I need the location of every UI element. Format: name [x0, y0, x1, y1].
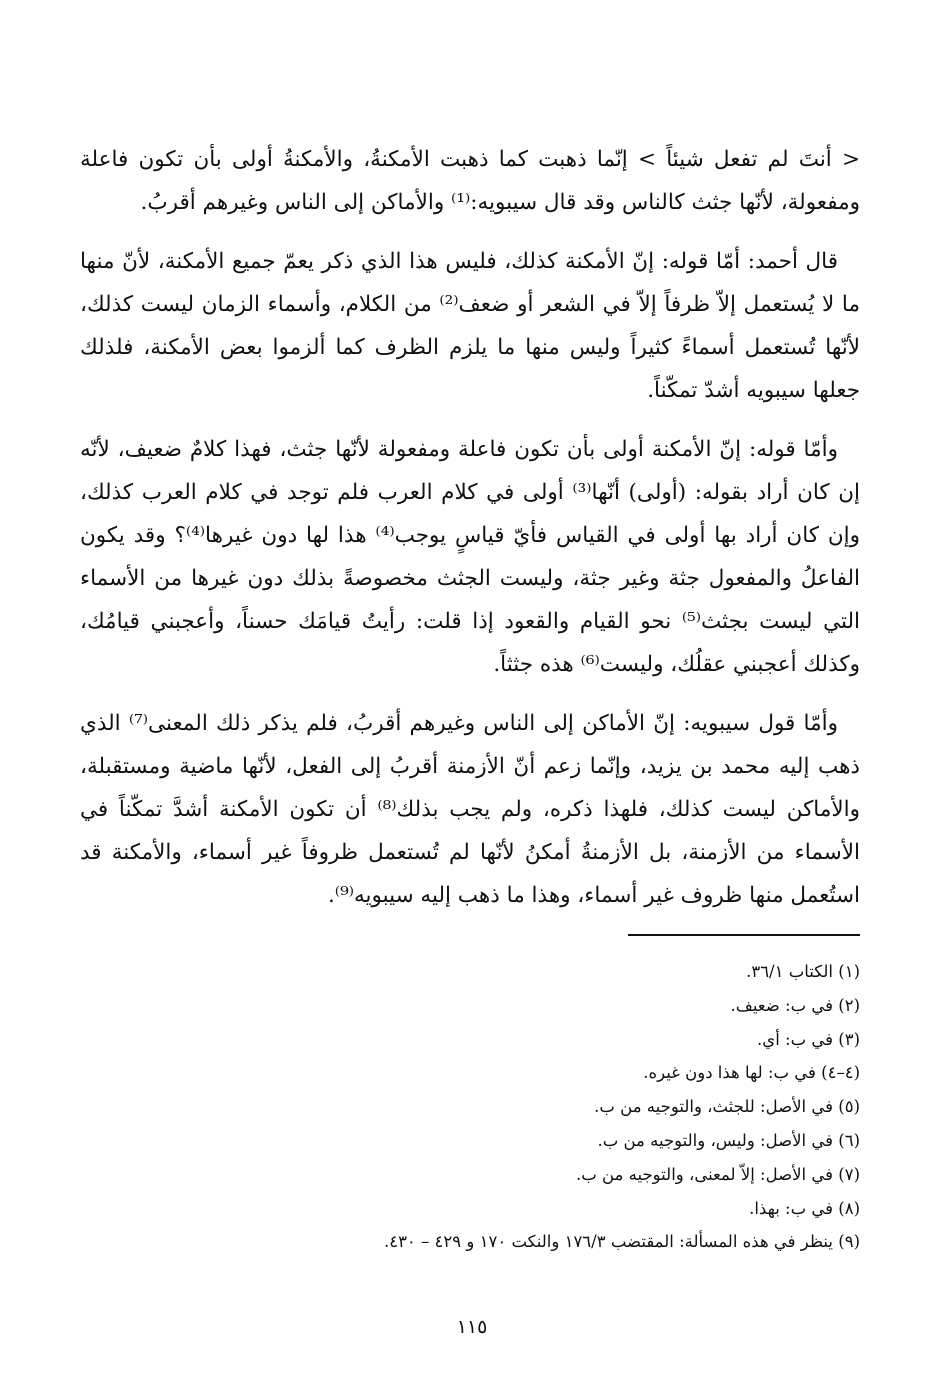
footnote-8: (٨) في ب: بهذا.	[749, 1198, 860, 1218]
main-text	[80, 138, 860, 933]
paragraph-4: وأمّا قول سيبويه: إنّ الأماكن إلى الناس وغيرهم أقربُ، فلم يذكر ذلك المعنى⁽⁷⁾ الذي ذهب إليه محمد بن يزيد، وإنّما زعم أنّ الأزمنة أقربُ إلى الفعل، لأنّها ماضية ومستقبلة، والأماكن ليست كذلك، فلهذا ذكره، ولم يجب بذلك⁽⁸⁾ أن تكون الأمكنة أشدَّ تمكّناً في الأسماء من الأزمنة، بل الأزمنةُ أمكنُ لأنّها لم تُستعمل ظروفاً غير أسماء، والأمكنة قد استُعمل منها ظروف غير أسماء، وهذا ما ذهب إليه سيبويه⁽⁹⁾.	[80, 711, 860, 908]
footnote-9: (٩) ينظر في هذه المسألة: المقتضب ١٧٦/٣ والنكت ١٧٠ و ٤٢٩ – ٤٣٠.	[383, 1232, 860, 1252]
footnote-3: (٣) في ب: أي.	[757, 1029, 860, 1049]
footnote-5: (٥) في الأصل: للجثث، والتوجيه من ب.	[594, 1097, 860, 1117]
footnote-6: (٦) في الأصل: وليس، والتوجيه من ب.	[597, 1130, 860, 1150]
footnote-7: (٧) في الأصل: إلاّ لمعنى، والتوجيه من ب.	[575, 1164, 860, 1184]
footnote-1: (١) الكتاب ٣٦/١.	[746, 962, 860, 981]
footnote-4: (٤–٤) في ب: لها هذا دون غيره.	[643, 1063, 860, 1083]
footnotes-list	[80, 955, 860, 1259]
paragraph-3: وأمّا قوله: إنّ الأمكنة أولى بأن تكون فاعلة ومفعولة لأنّها جثث، فهذا كلامٌ ضعيف، لأنّه إن كان أراد بقوله: (أولى) أنّها⁽³⁾ أولى في كلام العرب فلم توجد في كلام العرب كذلك، وإن كان أراد بها أولى في القياس فأيّ قياسٍ يوجب⁽⁴⁾ هذا لها دون غيرها⁽⁴⁾؟ وقد يكون الفاعلُ والمفعول جثة وغير جثة، وليست الجثث مخصوصةً بذلك دون غيرها من الأسماء التي ليست بجثث⁽⁵⁾ نحو القيام والقعود إذا قلت: رأيتُ قيامَك حسناً، وأعجبني قيامُك، وكذلك أعجبني عقلُك، وليست⁽⁶⁾ هذه جثثاً.	[80, 437, 860, 677]
paragraph-2: قال أحمد: أمّا قوله: إنّ الأمكنة كذلك، فليس هذا الذي ذكر يعمّ جميع الأمكنة، لأنّ منها ما لا يُستعمل إلاّ ظرفاً إلاّ في الشعر أو ضعف⁽²⁾ من الكلام، وأسماء الزمان ليست كذلك، لأنّها تُستعمل أسماءً كثيراً وليس منها ما يلزم الظرف كما ألزموا بعض الأمكنة، فلذلك جعلها سيبويه أشدّ تمكّناً.	[80, 249, 860, 403]
footnote-separator	[628, 934, 860, 936]
footnote-2: (٢) في ب: ضعيف.	[730, 995, 860, 1015]
page-number: ١١٥	[456, 1316, 488, 1338]
paragraph-1: < أنتَ لم تفعل شيئاً > إنّما ذهبت كما ذهبت الأمكنةُ، والأمكنةُ أولى بأن تكون فاعلة ومفعولة، لأنّها جثث كالناس وقد قال سيبويه:⁽¹⁾ والأماكن إلى الناس وغيرهم أقربُ.	[80, 147, 860, 215]
